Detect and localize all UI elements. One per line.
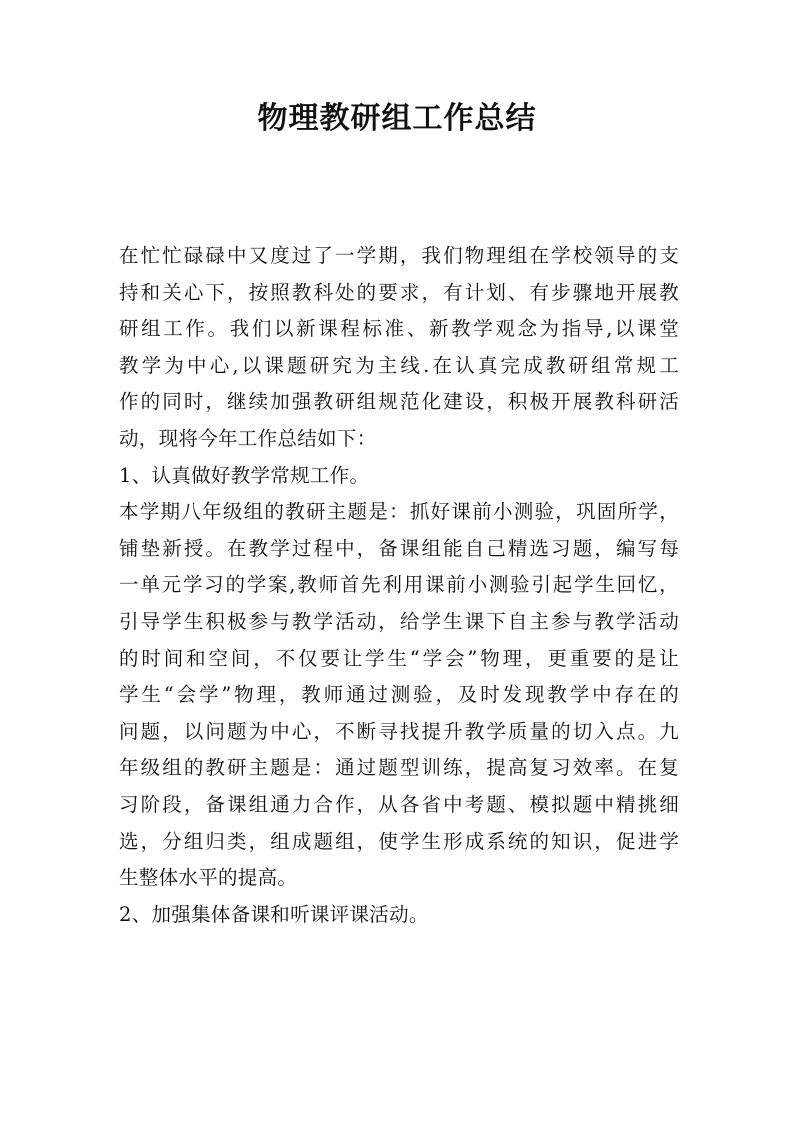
body-line: 的时间和空间，不仅要让学生“学会”物理，更重要的是让	[119, 646, 679, 670]
body-line: 年级组的教研主题是：通过题型训练，提高复习效率。在复	[119, 756, 679, 780]
body-line: 教学为中心,以课题研究为主线.在认真完成教研组常规工	[119, 353, 679, 377]
body-line: 问题，以问题为中心，不断寻找提升教学质量的切入点。九	[119, 719, 679, 743]
body-line: 铺垫新授。在教学过程中，备课组能自己精选习题，编写每	[119, 536, 679, 560]
document-title: 物理教研组工作总结	[257, 101, 537, 136]
body-line: 选，分组归类，组成题组，使学生形成系统的知识，促进学	[119, 829, 679, 853]
body-line: 一单元学习的学案,教师首先利用课前小测验引起学生回忆，	[119, 573, 679, 597]
section-heading: 1、认真做好教学常规工作。	[119, 463, 370, 487]
body-line: 习阶段，备课组通力合作，从各省中考题、模拟题中精挑细	[119, 792, 679, 816]
body-line: 学生“会学”物理，教师通过测验，及时发现教学中存在的	[119, 683, 679, 707]
body-line: 在忙忙碌碌中又度过了一学期，我们物理组在学校领导的支	[119, 244, 679, 267]
body-line: 动，现将今年工作总结如下：	[119, 426, 377, 450]
body-line: 持和关心下，按照教科处的要求，有计划、有步骤地开展教	[119, 280, 679, 304]
body-line: 本学期八年级组的教研主题是：抓好课前小测验，巩固所学，	[119, 500, 679, 524]
body-line: 生整体水平的提高。	[119, 866, 298, 890]
document-body	[119, 238, 679, 933]
body-line: 作的同时，继续加强教研组规范化建设，积极开展教科研活	[119, 390, 679, 414]
section-heading: 2、加强集体备课和听课评课活动。	[119, 902, 429, 926]
body-line: 引导学生积极参与教学活动，给学生课下自主参与教学活动	[119, 609, 679, 633]
body-line: 研组工作。我们以新课程标准、新教学观念为指导,以课堂	[119, 317, 679, 341]
